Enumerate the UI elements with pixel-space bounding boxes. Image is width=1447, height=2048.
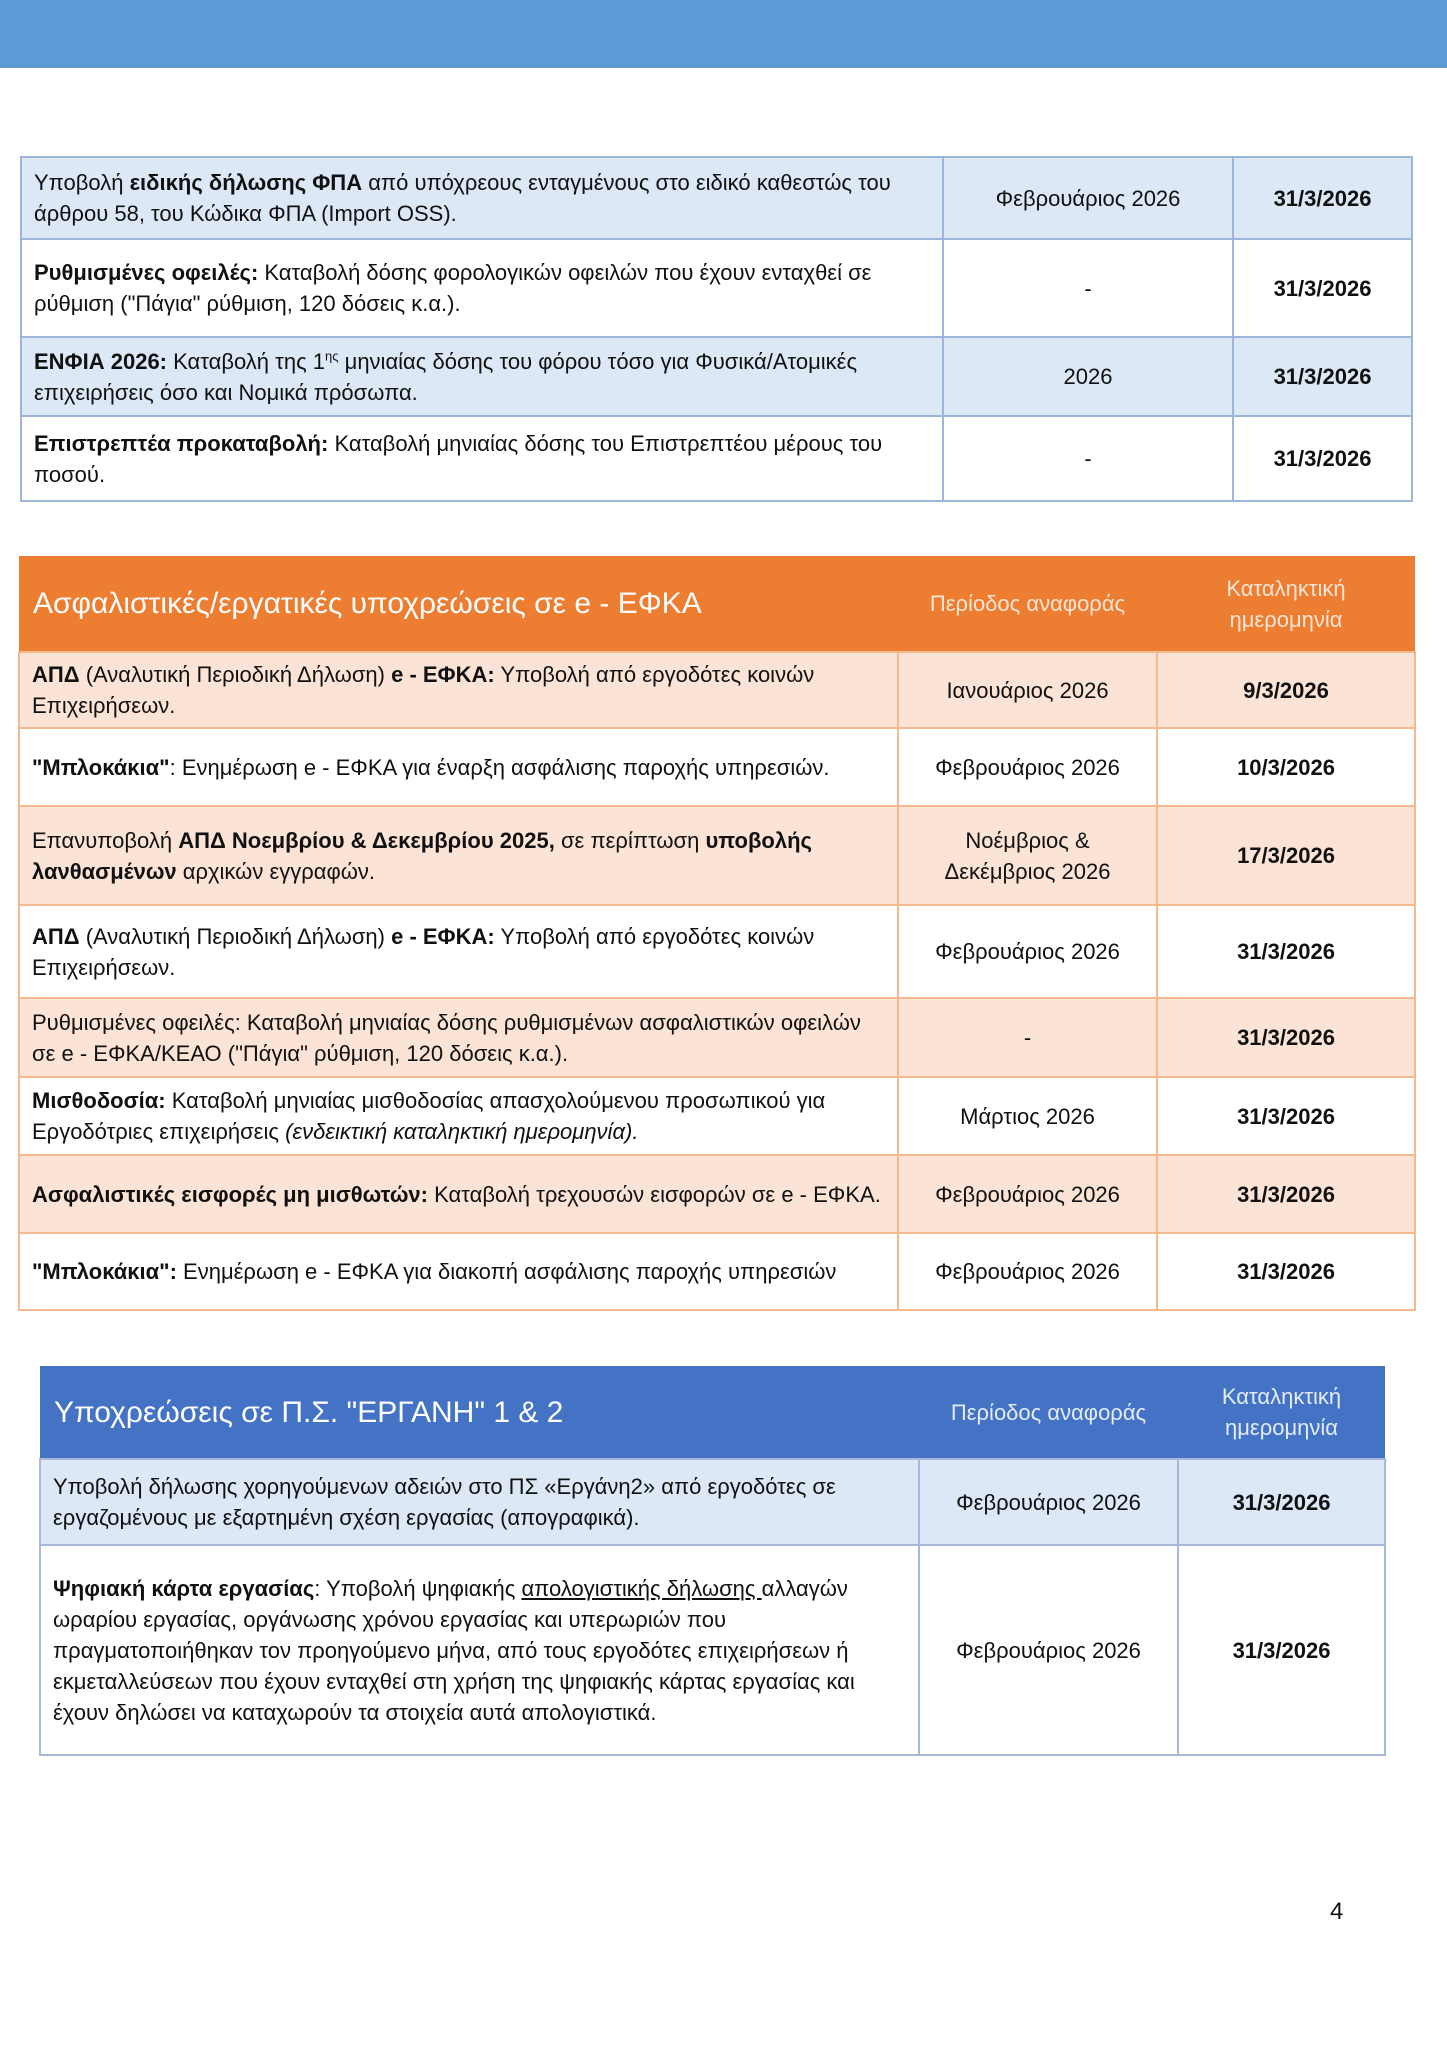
obligation-description: ΑΠΔ (Αναλυτική Περιοδική Δήλωση) e - ΕΦΚΑ: Υποβολή από εργοδότες κοινών Επιχειρήσεων.: [19, 905, 898, 998]
obligation-description: Υποβολή δήλωσης χορηγούμενων αδειών στο ΠΣ «Εργάνη2» από εργοδότες σε εργαζομένους με εξαρτημένη σχέση εργασίας (απογραφικά).: [40, 1459, 919, 1545]
table-row: [40, 1545, 1385, 1755]
table-row: [19, 905, 1415, 998]
header-band: [0, 0, 1447, 68]
efka-obligations-table: [18, 556, 1416, 1311]
tax-obligations-table: [20, 156, 1413, 502]
obligation-description: Μισθοδοσία: Καταβολή μηνιαίας μισθοδοσίας απασχολούμενου προσωπικού για Εργοδότριες επιχειρήσεις (ενδεικτική καταληκτική ημερομηνία).: [19, 1077, 898, 1155]
obligation-description: "Μπλοκάκια": Ενημέρωση e - ΕΦΚΑ για διακοπή ασφάλισης παροχής υπηρεσιών: [19, 1233, 898, 1310]
reference-period: -: [943, 416, 1233, 501]
column-header-deadline: Καταληκτική ημερομηνία: [1157, 556, 1415, 652]
obligation-description: ΑΠΔ (Αναλυτική Περιοδική Δήλωση) e - ΕΦΚΑ: Υποβολή από εργοδότες κοινών Επιχειρήσεων.: [19, 652, 898, 728]
ergani-obligations-table: [39, 1366, 1386, 1756]
column-header-period: Περίοδος αναφοράς: [898, 556, 1157, 652]
table-row: [21, 157, 1412, 239]
table-row: [21, 416, 1412, 501]
table-header-row: [40, 1366, 1385, 1459]
table-row: [21, 337, 1412, 416]
table-row: [19, 652, 1415, 728]
reference-period: Φεβρουάριος 2026: [943, 157, 1233, 239]
reference-period: Φεβρουάριος 2026: [898, 1155, 1157, 1233]
deadline-date: 31/3/2026: [1233, 416, 1412, 501]
deadline-date: 31/3/2026: [1233, 239, 1412, 337]
table-row: [19, 1077, 1415, 1155]
deadline-date: 31/3/2026: [1157, 905, 1415, 998]
table-row: [40, 1459, 1385, 1545]
table-row: [19, 728, 1415, 806]
obligation-description: Ρυθμισμένες οφειλές: Καταβολή δόσης φορολογικών οφειλών που έχουν ενταχθεί σε ρύθμιση ("Πάγια" ρύθμιση, 120 δόσεις κ.α.).: [21, 239, 943, 337]
reference-period: Ιανουάριος 2026: [898, 652, 1157, 728]
reference-period: -: [898, 998, 1157, 1077]
obligation-description: Ψηφιακή κάρτα εργασίας: Υποβολή ψηφιακής απολογιστικής δήλωσης αλλαγών ωραρίου εργασίας, οργάνωσης χρόνου εργασίας και υπερωριών που πραγματοποιήθηκαν τον προηγούμενο μήνα, από τους εργοδότες επιχειρήσεων ή εκμεταλλεύσεων που έχουν ενταχθεί στη χρήση της ψηφιακής κάρτας εργασίας και έχουν δηλώσει να καταχωρούν τα στοιχεία αυτά απολογιστικά.: [40, 1545, 919, 1755]
deadline-date: 31/3/2026: [1157, 1233, 1415, 1310]
table-row: [19, 1233, 1415, 1310]
deadline-date: 31/3/2026: [1157, 1155, 1415, 1233]
deadline-date: 31/3/2026: [1233, 337, 1412, 416]
deadline-date: 10/3/2026: [1157, 728, 1415, 806]
column-header-deadline: Καταληκτική ημερομηνία: [1178, 1366, 1385, 1459]
obligation-description: Ρυθμισμένες οφειλές: Καταβολή μηνιαίας δόσης ρυθμισμένων ασφαλιστικών οφειλών σε e - ΕΦΚΑ/ΚΕΑΟ ("Πάγια" ρύθμιση, 120 δόσεις κ.α.).: [19, 998, 898, 1077]
deadline-date: 31/3/2026: [1233, 157, 1412, 239]
obligation-description: "Μπλοκάκια": Ενημέρωση e - ΕΦΚΑ για έναρξη ασφάλισης παροχής υπηρεσιών.: [19, 728, 898, 806]
obligation-description: ΕΝΦΙΑ 2026: Καταβολή της $1^{\eta\varsigma}$ μηνιαίας δόσης του φόρου τόσο για Φυσικά/Ατομικές επιχειρήσεις όσο και Νομικά πρόσωπα.: [21, 337, 943, 416]
reference-period: Φεβρουάριος 2026: [898, 728, 1157, 806]
deadline-date: 17/3/2026: [1157, 806, 1415, 905]
section-title: Ασφαλιστικές/εργατικές υποχρεώσεις σε e - ΕΦΚΑ: [19, 556, 898, 652]
page-number: 4: [1330, 1898, 1344, 1925]
deadline-date: 31/3/2026: [1157, 998, 1415, 1077]
table-header-row: [19, 556, 1415, 652]
obligation-description: Υποβολή ειδικής δήλωσης ΦΠΑ από υπόχρεους ενταγμένους στο ειδικό καθεστώς του άρθρου 58, του Κώδικα ΦΠΑ (Import OSS).: [21, 157, 943, 239]
obligation-description: Ασφαλιστικές εισφορές μη μισθωτών: Καταβολή τρεχουσών εισφορών σε e - ΕΦΚΑ.: [19, 1155, 898, 1233]
reference-period: Νοέμβριος & Δεκέμβριος 2026: [898, 806, 1157, 905]
column-header-period: Περίοδος αναφοράς: [919, 1366, 1178, 1459]
deadline-date: 31/3/2026: [1157, 1077, 1415, 1155]
table-row: [21, 239, 1412, 337]
deadline-date: 9/3/2026: [1157, 652, 1415, 728]
reference-period: 2026: [943, 337, 1233, 416]
table-row: [19, 1155, 1415, 1233]
table-row: [19, 998, 1415, 1077]
reference-period: Φεβρουάριος 2026: [898, 905, 1157, 998]
section-title: Υποχρεώσεις σε Π.Σ. "ΕΡΓΑΝΗ" 1 & 2: [40, 1366, 919, 1459]
obligation-description: Επιστρεπτέα προκαταβολή: Καταβολή μηνιαίας δόσης του Επιστρεπτέου μέρους του ποσού.: [21, 416, 943, 501]
reference-period: Φεβρουάριος 2026: [919, 1545, 1178, 1755]
reference-period: -: [943, 239, 1233, 337]
deadline-date: 31/3/2026: [1178, 1545, 1385, 1755]
obligation-description: Επανυποβολή ΑΠΔ Νοεμβρίου & Δεκεμβρίου 2025, σε περίπτωση υποβολής λανθασμένων αρχικών εγγραφών.: [19, 806, 898, 905]
reference-period: Φεβρουάριος 2026: [919, 1459, 1178, 1545]
reference-period: Μάρτιος 2026: [898, 1077, 1157, 1155]
table-row: [19, 806, 1415, 905]
reference-period: Φεβρουάριος 2026: [898, 1233, 1157, 1310]
deadline-date: 31/3/2026: [1178, 1459, 1385, 1545]
